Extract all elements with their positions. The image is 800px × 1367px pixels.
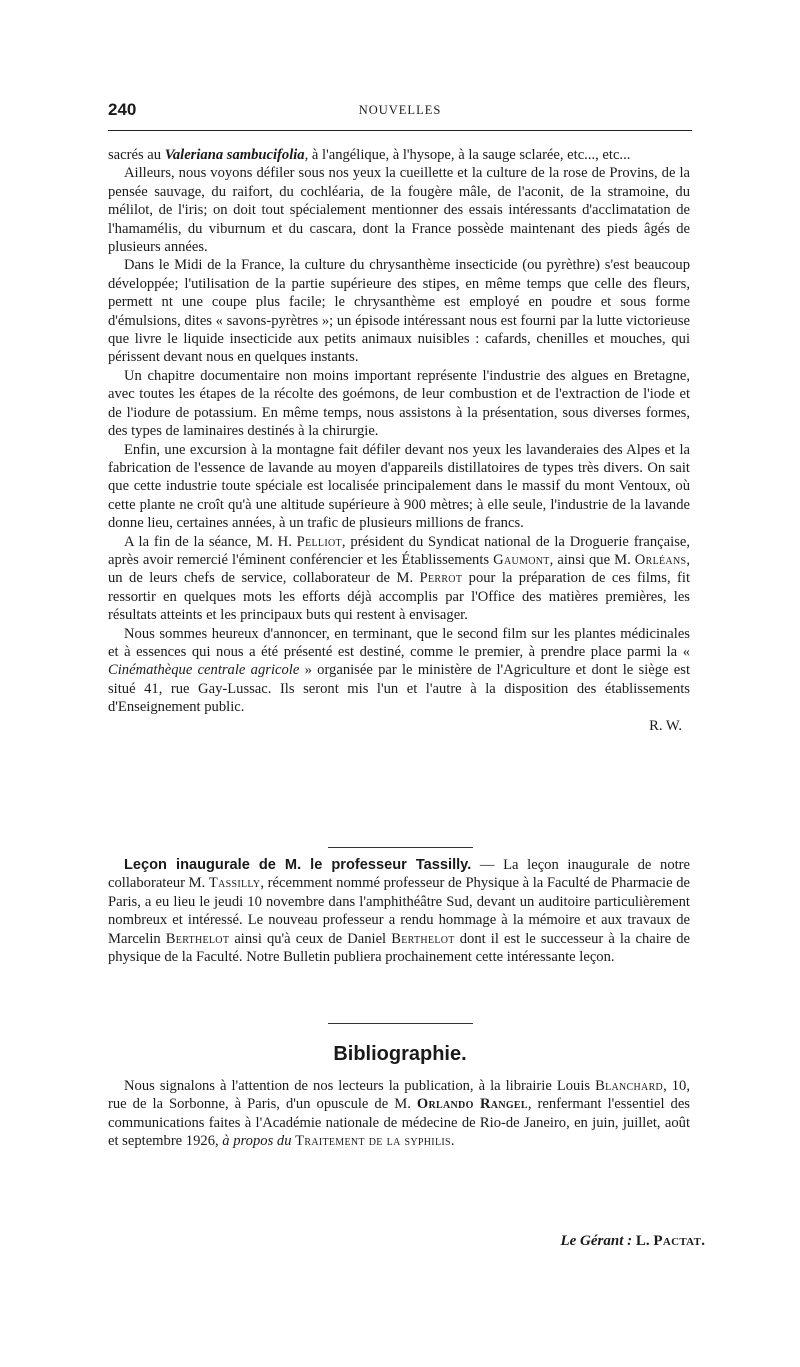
work-title: Traitement de la syphilis <box>295 1133 451 1150</box>
person-name: Orléans <box>634 551 687 568</box>
text-span: à propos du <box>222 1133 292 1150</box>
paragraph-3: Dans le Midi de la France, la culture du chrysanthème insecticide (ou pyrèthre) s'est beaucoup développée; l'utilisation de la partie supérieure des stipes, en même temps que celle des fleurs, permett nt une coupe plus facile; le chrysanthème est employé en poudre et sous forme d'émulsions, dites « savons-pyrètres »; un épisode intéressant nous est fourni par la lutte victorieuse que livre le liquide insecticide aux petits animaux nuisibles : cafards, chenilles et mouches, qui périssent devant nous en quelques instants. <box>108 257 690 366</box>
text-span: » organisée par le ministère de l'Agriculture et dont le siège est situé 41, rue Gay-Lussac. Ils seront mis l'un et l'autre à la disposition des établissements d'Enseignement public. <box>108 662 691 716</box>
article-body <box>108 146 690 735</box>
company-name: Gaumont <box>493 551 550 568</box>
text-span: — <box>471 857 504 873</box>
section-divider <box>328 847 473 848</box>
paragraph-6 <box>108 533 690 625</box>
paragraph-7 <box>108 625 690 717</box>
gerant-label: Le Gérant : <box>560 1233 633 1249</box>
text-span: , président du Syndicat national de la Droguerie française, après avoir remercié l'éminent conférencier et les Établissements <box>108 533 690 568</box>
text-span: , ainsi que M. <box>549 551 635 568</box>
bibliography-section <box>108 1077 690 1151</box>
publisher-footer <box>560 1233 705 1250</box>
species-name: Valeriana sambucifolia <box>164 147 305 163</box>
section-heading: Bibliographie. <box>333 1043 467 1065</box>
text-span: La leçon inaugurale de notre collaborateur M. <box>108 857 691 892</box>
publisher-name: Blanchard <box>595 1078 664 1094</box>
section-lead-title: Leçon inaugurale de M. le professeur Tassilly. <box>124 857 472 873</box>
text-span: A la fin de la séance, M. H. <box>124 533 297 550</box>
person-name: Pelliot <box>296 533 342 550</box>
text-span: pour la préparation de ces films, fit ressortir en quelques mots les efforts déjà accomplis par l'Office des matières premières, les résultats atteints et les principaux buts qui restent à envisager. <box>108 570 690 624</box>
text-span: , un de leurs chefs de service, collaborateur de M. <box>108 551 690 587</box>
person-name: Tassilly <box>208 875 261 892</box>
person-name: Berthelot <box>391 930 455 947</box>
text-span: , 10, rue de la Sorbonne, à Paris, d'un opuscule de M. <box>108 1078 690 1113</box>
header-rule <box>108 130 692 131</box>
page-header <box>108 100 692 124</box>
running-head: NOUVELLES <box>358 103 442 117</box>
text-span: . <box>701 1233 705 1249</box>
section-divider <box>328 1023 473 1024</box>
text-span: . <box>450 1133 455 1150</box>
page-number: 240 <box>108 100 137 119</box>
lecon-section <box>108 856 690 966</box>
paragraph-4: Un chapitre documentaire non moins important représente l'industrie des algues en Bretagne, avec toutes les étapes de la récolte des goémons, de leur combustion et de l'extraction de l'iode et de l'iodure de potassium. En même temps, nous assistons à la présentation, sous diverses formes, des types de laminaires destinés à la chirurgie. <box>108 367 690 440</box>
text-span: , à l'angélique, à l'hysope, à la sauge sclarée, etc..., etc... <box>304 147 631 163</box>
work-title: Cinémathèque centrale agricole <box>108 662 300 679</box>
signature: R. W. <box>649 717 682 734</box>
gerant-name: Pactat <box>653 1233 702 1249</box>
text-span: dont il est le successeur à la chaire de physique de la Faculté. Notre Bulletin publiera prochainement cette intéressante leçon. <box>108 930 690 966</box>
bibliography-paragraph <box>108 1077 690 1151</box>
paragraph-1 <box>108 146 690 164</box>
text-span: sacrés au <box>108 147 165 163</box>
person-name: Perrot <box>419 570 463 587</box>
person-name: Orlando Rangel <box>416 1096 528 1113</box>
paragraph-2: Ailleurs, nous voyons défiler sous nos yeux la cueillette et la culture de la rose de Provins, de la pensée sauvage, du raifort, du cochléaria, de la fougère mâle, de l'aconit, de la stramoine, du mélilot, de l'iris; on doit tout spécialement mentionner des essais intéressants d'acclimatation de l'hamamélis, du viburnum et du cascara, dont la France possède maintenant des pieds âgés de plusieurs années. <box>108 165 690 256</box>
text-span: Nous signalons à l'attention de nos lecteurs la publication, à la librairie Louis <box>124 1078 596 1094</box>
text-span: , renfermant l'essentiel des communications faites à l'Académie nationale de médecine de Rio-de Janeiro, en juin, juillet, août et septembre 1926, <box>108 1096 690 1150</box>
text-span: ainsi qu'à ceux de Daniel <box>229 930 392 947</box>
person-name: Berthelot <box>165 930 230 947</box>
text-span: Nous sommes heureux d'annoncer, en terminant, que le second film sur les plantes médicinales et à essences qui nous a été présenté est destiné, comme le premier, à prendre place parmi la « <box>108 625 690 660</box>
text-span: L. <box>632 1233 654 1249</box>
text-span: , récemment nommé professeur de Physique à la Faculté de Pharmacie de Paris, a eu lieu le jeudi 10 novembre dans l'amphithéâtre Sud, devant un auditoire particulièrement nombreux et intéressé. Le nouveau professeur a rendu hommage à la mémoire et aux travaux de Marcelin <box>108 875 690 947</box>
paragraph-5: Enfin, une excursion à la montagne fait défiler devant nos yeux les lavanderaies des Alpes et la fabrication de l'essence de lavande au moyen d'appareils distillatoires de types très divers. On sait que cette industrie toute spéciale est localisée principalement dans le massif du mont Ventoux, où cette plante ne croît qu'à une altitude supérieure à 900 mètres; à elle seule, l'industrie de la lavande donne lieu, certaines années, à un trafic de plusieurs millions de francs. <box>108 441 690 532</box>
lecon-paragraph <box>108 856 690 966</box>
